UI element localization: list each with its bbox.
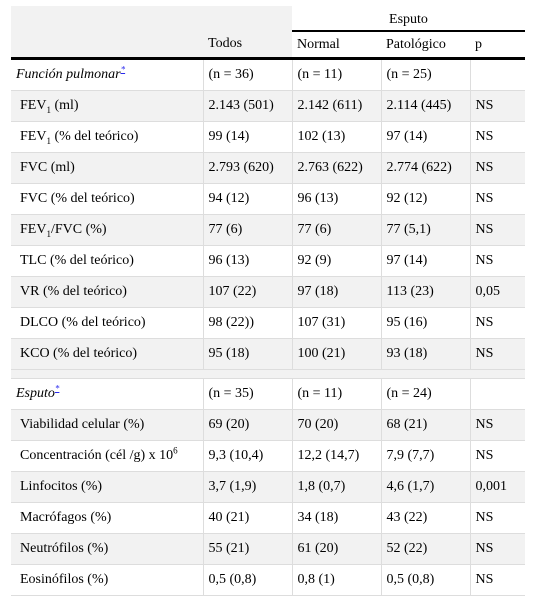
section-header-row — [11, 59, 525, 91]
value-cell: NS — [470, 91, 525, 122]
value-cell: 2.114 (445) — [381, 91, 470, 122]
value-cell: 93 (18) — [381, 339, 470, 370]
section-title-text: Esputo — [16, 386, 55, 401]
table-row — [11, 246, 525, 277]
row-label-text: DLCO (% del teórico) — [20, 315, 146, 330]
value-cell: NS — [470, 503, 525, 534]
row-label-text: VR (% del teórico) — [20, 284, 127, 299]
row-label — [11, 215, 203, 246]
footnote-marker[interactable]: * — [54, 383, 60, 394]
row-label — [11, 122, 203, 153]
value-cell: 97 (14) — [381, 246, 470, 277]
value-cell: 77 (6) — [203, 215, 292, 246]
header-todos: Todos — [203, 31, 292, 59]
row-label-text: Eosinófilos (%) — [20, 572, 109, 587]
row-label-text: TLC (% del teórico) — [20, 253, 134, 268]
row-label — [11, 246, 203, 277]
table-row — [11, 565, 525, 596]
row-label-subscript: 1 — [46, 228, 51, 239]
row-label-text: FEV — [20, 98, 47, 113]
row-label-subscript: 1 — [46, 135, 51, 146]
row-label-text: FVC (ml) — [20, 160, 75, 175]
sample-size-cell: (n = 35) — [203, 379, 292, 410]
value-cell: 0,8 (1) — [292, 565, 381, 596]
value-cell: NS — [470, 184, 525, 215]
value-cell: 92 (9) — [292, 246, 381, 277]
value-cell: 2.143 (501) — [203, 91, 292, 122]
row-label — [11, 472, 203, 503]
header-row-columns — [11, 31, 525, 59]
value-cell: 0,5 (0,8) — [381, 565, 470, 596]
value-cell: 107 (22) — [203, 277, 292, 308]
value-cell: 102 (13) — [292, 122, 381, 153]
sample-size-cell: (n = 25) — [381, 59, 470, 91]
table-row — [11, 91, 525, 122]
value-cell: 61 (20) — [292, 534, 381, 565]
row-label-text: Neutrófilos (%) — [20, 541, 109, 556]
value-cell: 98 (22)) — [203, 308, 292, 339]
value-cell: 77 (5,1) — [381, 215, 470, 246]
table-row — [11, 153, 525, 184]
row-label-subscript: 1 — [46, 104, 51, 115]
row-label-text: FEV — [20, 129, 47, 144]
header-esputo: Esputo — [292, 6, 525, 31]
row-label-text: Macrófagos (%) — [20, 510, 112, 525]
value-cell: 0,5 (0,8) — [203, 565, 292, 596]
value-cell: NS — [470, 339, 525, 370]
value-cell: 96 (13) — [292, 184, 381, 215]
table-row — [11, 277, 525, 308]
row-label — [11, 534, 203, 565]
table-row — [11, 215, 525, 246]
row-label — [11, 184, 203, 215]
row-label-text: Linfocitos (%) — [20, 479, 103, 494]
section-spacer — [11, 370, 525, 379]
value-cell: 97 (18) — [292, 277, 381, 308]
value-cell: 97 (14) — [381, 122, 470, 153]
section-title-text: Función pulmonar — [16, 67, 121, 82]
table-row — [11, 441, 525, 472]
value-cell: 2.142 (611) — [292, 91, 381, 122]
row-label-text: FEV — [20, 222, 47, 237]
value-cell: 3,7 (1,9) — [203, 472, 292, 503]
row-label — [11, 91, 203, 122]
row-label — [11, 503, 203, 534]
table-row — [11, 503, 525, 534]
value-cell: NS — [470, 534, 525, 565]
row-label-text: Concentración (cél /g) x 10 — [20, 448, 174, 463]
value-cell: 99 (14) — [203, 122, 292, 153]
value-cell: 95 (18) — [203, 339, 292, 370]
row-label — [11, 441, 203, 472]
table-row — [11, 122, 525, 153]
row-label — [11, 339, 203, 370]
header-patologico: Patológico — [381, 31, 470, 59]
row-label-suffix: (ml) — [50, 98, 79, 113]
value-cell: 43 (22) — [381, 503, 470, 534]
footnote-marker[interactable]: * — [120, 64, 126, 75]
value-cell: NS — [470, 153, 525, 184]
value-cell: 2.763 (622) — [292, 153, 381, 184]
value-cell: 40 (21) — [203, 503, 292, 534]
value-cell: 0,05 — [470, 277, 525, 308]
sample-size-cell — [470, 59, 525, 91]
section-title — [11, 59, 203, 91]
value-cell: 100 (21) — [292, 339, 381, 370]
row-label-text: KCO (% del teórico) — [20, 346, 138, 361]
row-label — [11, 410, 203, 441]
value-cell: 96 (13) — [203, 246, 292, 277]
value-cell: 0,001 — [470, 472, 525, 503]
value-cell: 4,6 (1,7) — [381, 472, 470, 503]
section-title — [11, 379, 203, 410]
row-label-text: Viabilidad celular (%) — [20, 417, 145, 432]
value-cell: 55 (21) — [203, 534, 292, 565]
value-cell: 92 (12) — [381, 184, 470, 215]
value-cell: 12,2 (14,7) — [292, 441, 381, 472]
table-row — [11, 339, 525, 370]
table-row — [11, 410, 525, 441]
value-cell: 7,9 (7,7) — [381, 441, 470, 472]
value-cell: NS — [470, 441, 525, 472]
value-cell: 52 (22) — [381, 534, 470, 565]
value-cell: 113 (23) — [381, 277, 470, 308]
value-cell: 95 (16) — [381, 308, 470, 339]
value-cell: 34 (18) — [292, 503, 381, 534]
table-row — [11, 534, 525, 565]
row-label — [11, 308, 203, 339]
value-cell: NS — [470, 215, 525, 246]
value-cell: NS — [470, 410, 525, 441]
sample-size-cell — [470, 379, 525, 410]
value-cell: NS — [470, 308, 525, 339]
value-cell: 70 (20) — [292, 410, 381, 441]
header-normal: Normal — [292, 31, 381, 59]
sample-size-cell: (n = 11) — [292, 379, 381, 410]
table-row — [11, 184, 525, 215]
value-cell: NS — [470, 246, 525, 277]
value-cell: 107 (31) — [292, 308, 381, 339]
table-row — [11, 308, 525, 339]
value-cell: 2.793 (620) — [203, 153, 292, 184]
sample-size-cell: (n = 24) — [381, 379, 470, 410]
value-cell: 9,3 (10,4) — [203, 441, 292, 472]
row-label-text: FVC (% del teórico) — [20, 191, 135, 206]
results-table — [11, 6, 525, 596]
row-label-suffix: /FVC (%) — [50, 222, 107, 237]
row-label-suffix: (% del teórico) — [50, 129, 139, 144]
value-cell: 94 (12) — [203, 184, 292, 215]
value-cell: NS — [470, 565, 525, 596]
value-cell: 68 (21) — [381, 410, 470, 441]
sample-size-cell: (n = 36) — [203, 59, 292, 91]
value-cell: 2.774 (622) — [381, 153, 470, 184]
row-label-superscript: 6 — [173, 445, 178, 456]
value-cell: NS — [470, 122, 525, 153]
value-cell: 77 (6) — [292, 215, 381, 246]
sample-size-cell: (n = 11) — [292, 59, 381, 91]
header-row-group — [11, 6, 525, 31]
section-header-row — [11, 379, 525, 410]
row-label — [11, 153, 203, 184]
header-p: p — [470, 31, 525, 59]
row-label — [11, 565, 203, 596]
row-label — [11, 277, 203, 308]
value-cell: 1,8 (0,7) — [292, 472, 381, 503]
table-row — [11, 472, 525, 503]
value-cell: 69 (20) — [203, 410, 292, 441]
